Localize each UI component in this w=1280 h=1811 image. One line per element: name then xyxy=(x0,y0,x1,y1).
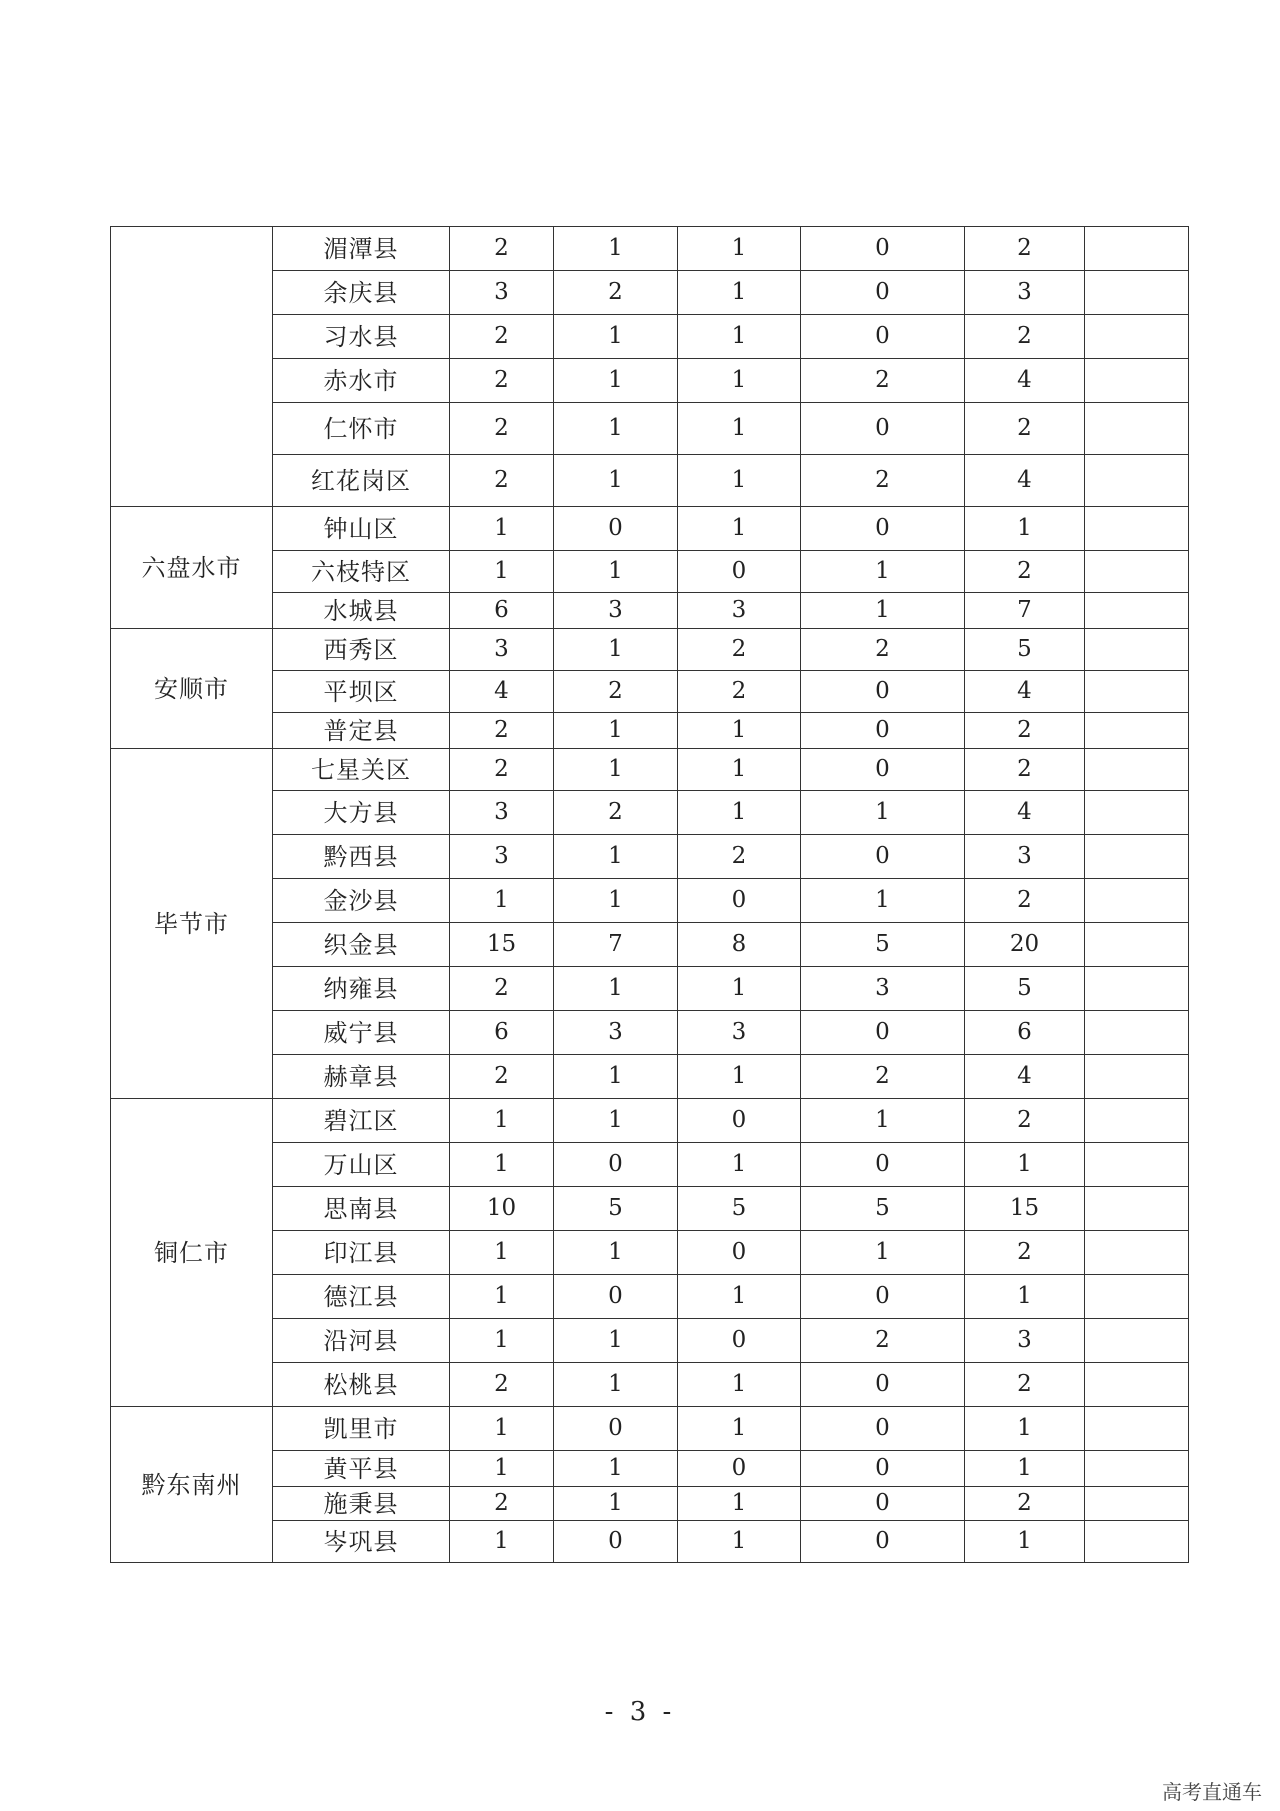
value-cell-c5: 2 xyxy=(965,1231,1085,1275)
value-cell-c1: 2 xyxy=(450,749,554,791)
value-cell-c3: 1 xyxy=(678,1055,801,1099)
table-row xyxy=(111,967,1189,1011)
county-cell: 纳雍县 xyxy=(273,967,450,1011)
value-cell-c3: 5 xyxy=(678,1187,801,1231)
value-cell-c5: 4 xyxy=(965,455,1085,507)
value-cell-c1: 15 xyxy=(450,923,554,967)
value-cell-c2: 1 xyxy=(554,1055,678,1099)
value-cell-c1: 1 xyxy=(450,507,554,551)
value-cell-c2: 0 xyxy=(554,1407,678,1451)
value-cell-c5: 1 xyxy=(965,1275,1085,1319)
value-cell-c1: 2 xyxy=(450,1363,554,1407)
value-cell-c2: 1 xyxy=(554,713,678,749)
table-row xyxy=(111,227,1189,271)
value-cell-c4: 0 xyxy=(801,227,965,271)
county-cell: 湄潭县 xyxy=(273,227,450,271)
value-cell-c3: 1 xyxy=(678,749,801,791)
value-cell-c1: 2 xyxy=(450,315,554,359)
county-cell: 赤水市 xyxy=(273,359,450,403)
value-cell-c6 xyxy=(1085,1231,1189,1275)
value-cell-c4: 0 xyxy=(801,1487,965,1521)
table-row xyxy=(111,713,1189,749)
value-cell-c5: 2 xyxy=(965,1363,1085,1407)
value-cell-c1: 2 xyxy=(450,403,554,455)
value-cell-c2: 1 xyxy=(554,835,678,879)
value-cell-c5: 3 xyxy=(965,271,1085,315)
value-cell-c1: 3 xyxy=(450,629,554,671)
value-cell-c3: 1 xyxy=(678,791,801,835)
value-cell-c4: 0 xyxy=(801,1363,965,1407)
value-cell-c4: 0 xyxy=(801,507,965,551)
county-cell: 威宁县 xyxy=(273,1011,450,1055)
value-cell-c5: 1 xyxy=(965,1143,1085,1187)
table-row xyxy=(111,1187,1189,1231)
value-cell-c2: 2 xyxy=(554,671,678,713)
value-cell-c2: 1 xyxy=(554,749,678,791)
value-cell-c1: 1 xyxy=(450,1451,554,1487)
table-row xyxy=(111,315,1189,359)
value-cell-c1: 3 xyxy=(450,791,554,835)
value-cell-c5: 2 xyxy=(965,749,1085,791)
value-cell-c1: 3 xyxy=(450,835,554,879)
value-cell-c1: 1 xyxy=(450,1319,554,1363)
value-cell-c5: 2 xyxy=(965,227,1085,271)
value-cell-c3: 1 xyxy=(678,713,801,749)
value-cell-c3: 0 xyxy=(678,1231,801,1275)
value-cell-c6 xyxy=(1085,271,1189,315)
county-cell: 习水县 xyxy=(273,315,450,359)
value-cell-c3: 2 xyxy=(678,629,801,671)
value-cell-c4: 2 xyxy=(801,629,965,671)
value-cell-c5: 15 xyxy=(965,1187,1085,1231)
county-cell: 余庆县 xyxy=(273,271,450,315)
value-cell-c3: 1 xyxy=(678,1363,801,1407)
table-row xyxy=(111,1275,1189,1319)
value-cell-c2: 2 xyxy=(554,271,678,315)
value-cell-c2: 1 xyxy=(554,1363,678,1407)
value-cell-c2: 1 xyxy=(554,315,678,359)
table-row xyxy=(111,455,1189,507)
value-cell-c4: 0 xyxy=(801,315,965,359)
value-cell-c4: 0 xyxy=(801,403,965,455)
county-cell: 平坝区 xyxy=(273,671,450,713)
value-cell-c1: 2 xyxy=(450,967,554,1011)
value-cell-c5: 2 xyxy=(965,315,1085,359)
county-cell: 普定县 xyxy=(273,713,450,749)
table-row xyxy=(111,359,1189,403)
value-cell-c2: 3 xyxy=(554,1011,678,1055)
table-row xyxy=(111,1363,1189,1407)
value-cell-c6 xyxy=(1085,713,1189,749)
value-cell-c3: 2 xyxy=(678,671,801,713)
allocation-table xyxy=(110,226,1189,1563)
value-cell-c2: 1 xyxy=(554,359,678,403)
value-cell-c1: 1 xyxy=(450,1231,554,1275)
table-row xyxy=(111,1451,1189,1487)
value-cell-c2: 3 xyxy=(554,593,678,629)
county-cell: 赫章县 xyxy=(273,1055,450,1099)
value-cell-c2: 1 xyxy=(554,629,678,671)
value-cell-c1: 4 xyxy=(450,671,554,713)
value-cell-c5: 1 xyxy=(965,1521,1085,1563)
value-cell-c4: 2 xyxy=(801,359,965,403)
value-cell-c6 xyxy=(1085,629,1189,671)
county-cell: 德江县 xyxy=(273,1275,450,1319)
value-cell-c5: 4 xyxy=(965,791,1085,835)
table-row xyxy=(111,1099,1189,1143)
value-cell-c2: 1 xyxy=(554,1451,678,1487)
county-cell: 黔西县 xyxy=(273,835,450,879)
value-cell-c2: 5 xyxy=(554,1187,678,1231)
value-cell-c5: 2 xyxy=(965,1099,1085,1143)
value-cell-c1: 1 xyxy=(450,1275,554,1319)
value-cell-c1: 2 xyxy=(450,1487,554,1521)
county-cell: 万山区 xyxy=(273,1143,450,1187)
value-cell-c5: 2 xyxy=(965,1487,1085,1521)
value-cell-c6 xyxy=(1085,551,1189,593)
value-cell-c6 xyxy=(1085,835,1189,879)
value-cell-c3: 3 xyxy=(678,593,801,629)
county-cell: 红花岗区 xyxy=(273,455,450,507)
value-cell-c4: 0 xyxy=(801,835,965,879)
city-cell: 安顺市 xyxy=(111,629,273,749)
value-cell-c5: 2 xyxy=(965,403,1085,455)
value-cell-c2: 1 xyxy=(554,1319,678,1363)
table-row xyxy=(111,1055,1189,1099)
value-cell-c2: 1 xyxy=(554,879,678,923)
value-cell-c3: 2 xyxy=(678,835,801,879)
value-cell-c5: 1 xyxy=(965,507,1085,551)
county-cell: 沿河县 xyxy=(273,1319,450,1363)
value-cell-c2: 1 xyxy=(554,403,678,455)
value-cell-c3: 0 xyxy=(678,1319,801,1363)
value-cell-c4: 0 xyxy=(801,271,965,315)
value-cell-c5: 3 xyxy=(965,1319,1085,1363)
value-cell-c2: 0 xyxy=(554,1521,678,1563)
value-cell-c4: 0 xyxy=(801,713,965,749)
county-cell: 印江县 xyxy=(273,1231,450,1275)
value-cell-c1: 6 xyxy=(450,1011,554,1055)
value-cell-c4: 1 xyxy=(801,551,965,593)
value-cell-c3: 1 xyxy=(678,967,801,1011)
value-cell-c6 xyxy=(1085,507,1189,551)
value-cell-c2: 0 xyxy=(554,1275,678,1319)
city-cell: 毕节市 xyxy=(111,749,273,1099)
table-row xyxy=(111,791,1189,835)
value-cell-c3: 0 xyxy=(678,551,801,593)
table-row xyxy=(111,1319,1189,1363)
value-cell-c1: 1 xyxy=(450,879,554,923)
value-cell-c2: 0 xyxy=(554,507,678,551)
table-row xyxy=(111,507,1189,551)
value-cell-c4: 0 xyxy=(801,671,965,713)
value-cell-c4: 0 xyxy=(801,1275,965,1319)
value-cell-c4: 0 xyxy=(801,1143,965,1187)
county-cell: 大方县 xyxy=(273,791,450,835)
value-cell-c6 xyxy=(1085,1187,1189,1231)
value-cell-c6 xyxy=(1085,1011,1189,1055)
value-cell-c6 xyxy=(1085,1055,1189,1099)
value-cell-c2: 2 xyxy=(554,791,678,835)
table-row xyxy=(111,749,1189,791)
value-cell-c2: 1 xyxy=(554,1231,678,1275)
value-cell-c3: 1 xyxy=(678,315,801,359)
county-cell: 仁怀市 xyxy=(273,403,450,455)
value-cell-c3: 1 xyxy=(678,227,801,271)
value-cell-c6 xyxy=(1085,671,1189,713)
city-cell xyxy=(111,227,273,507)
county-cell: 金沙县 xyxy=(273,879,450,923)
value-cell-c1: 10 xyxy=(450,1187,554,1231)
county-cell: 织金县 xyxy=(273,923,450,967)
value-cell-c6 xyxy=(1085,1275,1189,1319)
value-cell-c2: 1 xyxy=(554,1487,678,1521)
value-cell-c4: 5 xyxy=(801,1187,965,1231)
value-cell-c5: 7 xyxy=(965,593,1085,629)
county-cell: 水城县 xyxy=(273,593,450,629)
table-row xyxy=(111,403,1189,455)
county-cell: 钟山区 xyxy=(273,507,450,551)
value-cell-c3: 1 xyxy=(678,359,801,403)
value-cell-c3: 1 xyxy=(678,271,801,315)
county-cell: 七星关区 xyxy=(273,749,450,791)
value-cell-c2: 1 xyxy=(554,967,678,1011)
value-cell-c6 xyxy=(1085,315,1189,359)
value-cell-c1: 6 xyxy=(450,593,554,629)
county-cell: 黄平县 xyxy=(273,1451,450,1487)
county-cell: 松桃县 xyxy=(273,1363,450,1407)
county-cell: 六枝特区 xyxy=(273,551,450,593)
value-cell-c1: 2 xyxy=(450,713,554,749)
county-cell: 碧江区 xyxy=(273,1099,450,1143)
table-row xyxy=(111,629,1189,671)
value-cell-c3: 1 xyxy=(678,1275,801,1319)
value-cell-c5: 4 xyxy=(965,359,1085,403)
value-cell-c3: 1 xyxy=(678,1143,801,1187)
table-row xyxy=(111,1011,1189,1055)
table-row xyxy=(111,835,1189,879)
value-cell-c6 xyxy=(1085,967,1189,1011)
value-cell-c1: 1 xyxy=(450,1143,554,1187)
value-cell-c2: 1 xyxy=(554,227,678,271)
value-cell-c1: 1 xyxy=(450,551,554,593)
value-cell-c6 xyxy=(1085,791,1189,835)
value-cell-c4: 0 xyxy=(801,1407,965,1451)
value-cell-c5: 20 xyxy=(965,923,1085,967)
city-cell: 六盘水市 xyxy=(111,507,273,629)
table-row xyxy=(111,671,1189,713)
value-cell-c5: 6 xyxy=(965,1011,1085,1055)
value-cell-c1: 2 xyxy=(450,1055,554,1099)
value-cell-c6 xyxy=(1085,1407,1189,1451)
table-row xyxy=(111,1521,1189,1563)
value-cell-c3: 1 xyxy=(678,1521,801,1563)
value-cell-c6 xyxy=(1085,359,1189,403)
value-cell-c1: 2 xyxy=(450,359,554,403)
value-cell-c6 xyxy=(1085,1521,1189,1563)
value-cell-c5: 2 xyxy=(965,879,1085,923)
value-cell-c1: 1 xyxy=(450,1521,554,1563)
value-cell-c4: 3 xyxy=(801,967,965,1011)
watermark-text: 高考直通车 xyxy=(1162,1780,1262,1804)
value-cell-c5: 5 xyxy=(965,967,1085,1011)
value-cell-c4: 1 xyxy=(801,879,965,923)
table-row xyxy=(111,923,1189,967)
value-cell-c3: 0 xyxy=(678,879,801,923)
value-cell-c2: 0 xyxy=(554,1143,678,1187)
value-cell-c6 xyxy=(1085,879,1189,923)
county-cell: 凯里市 xyxy=(273,1407,450,1451)
value-cell-c1: 2 xyxy=(450,227,554,271)
table-row xyxy=(111,1407,1189,1451)
value-cell-c3: 3 xyxy=(678,1011,801,1055)
value-cell-c4: 0 xyxy=(801,749,965,791)
value-cell-c4: 0 xyxy=(801,1011,965,1055)
value-cell-c4: 0 xyxy=(801,1451,965,1487)
table-row xyxy=(111,1231,1189,1275)
value-cell-c6 xyxy=(1085,1451,1189,1487)
value-cell-c3: 1 xyxy=(678,1407,801,1451)
value-cell-c5: 1 xyxy=(965,1407,1085,1451)
page-number: - 3 - xyxy=(604,1697,676,1727)
county-cell: 岑巩县 xyxy=(273,1521,450,1563)
value-cell-c1: 1 xyxy=(450,1099,554,1143)
value-cell-c5: 4 xyxy=(965,1055,1085,1099)
value-cell-c1: 1 xyxy=(450,1407,554,1451)
value-cell-c4: 2 xyxy=(801,1055,965,1099)
value-cell-c1: 3 xyxy=(450,271,554,315)
table-row xyxy=(111,593,1189,629)
city-cell: 黔东南州 xyxy=(111,1407,273,1563)
value-cell-c5: 2 xyxy=(965,551,1085,593)
value-cell-c3: 8 xyxy=(678,923,801,967)
value-cell-c5: 5 xyxy=(965,629,1085,671)
value-cell-c4: 1 xyxy=(801,1099,965,1143)
value-cell-c2: 1 xyxy=(554,455,678,507)
value-cell-c3: 1 xyxy=(678,507,801,551)
value-cell-c4: 0 xyxy=(801,1521,965,1563)
value-cell-c6 xyxy=(1085,455,1189,507)
value-cell-c6 xyxy=(1085,1487,1189,1521)
value-cell-c3: 1 xyxy=(678,1487,801,1521)
value-cell-c6 xyxy=(1085,227,1189,271)
table-row xyxy=(111,879,1189,923)
county-cell: 西秀区 xyxy=(273,629,450,671)
value-cell-c5: 4 xyxy=(965,671,1085,713)
value-cell-c6 xyxy=(1085,749,1189,791)
value-cell-c3: 0 xyxy=(678,1099,801,1143)
value-cell-c6 xyxy=(1085,403,1189,455)
city-cell: 铜仁市 xyxy=(111,1099,273,1407)
value-cell-c4: 2 xyxy=(801,455,965,507)
value-cell-c3: 1 xyxy=(678,455,801,507)
table-row xyxy=(111,1143,1189,1187)
value-cell-c6 xyxy=(1085,1319,1189,1363)
value-cell-c4: 5 xyxy=(801,923,965,967)
value-cell-c6 xyxy=(1085,1143,1189,1187)
value-cell-c6 xyxy=(1085,1099,1189,1143)
value-cell-c2: 1 xyxy=(554,551,678,593)
value-cell-c2: 1 xyxy=(554,1099,678,1143)
table-row xyxy=(111,551,1189,593)
value-cell-c2: 7 xyxy=(554,923,678,967)
value-cell-c5: 3 xyxy=(965,835,1085,879)
county-cell: 思南县 xyxy=(273,1187,450,1231)
value-cell-c4: 2 xyxy=(801,1319,965,1363)
value-cell-c5: 1 xyxy=(965,1451,1085,1487)
value-cell-c6 xyxy=(1085,923,1189,967)
value-cell-c4: 1 xyxy=(801,1231,965,1275)
table-row xyxy=(111,271,1189,315)
table-row xyxy=(111,1487,1189,1521)
value-cell-c4: 1 xyxy=(801,791,965,835)
county-cell: 施秉县 xyxy=(273,1487,450,1521)
value-cell-c3: 1 xyxy=(678,403,801,455)
value-cell-c6 xyxy=(1085,593,1189,629)
value-cell-c1: 2 xyxy=(450,455,554,507)
value-cell-c3: 0 xyxy=(678,1451,801,1487)
value-cell-c5: 2 xyxy=(965,713,1085,749)
value-cell-c6 xyxy=(1085,1363,1189,1407)
value-cell-c4: 1 xyxy=(801,593,965,629)
